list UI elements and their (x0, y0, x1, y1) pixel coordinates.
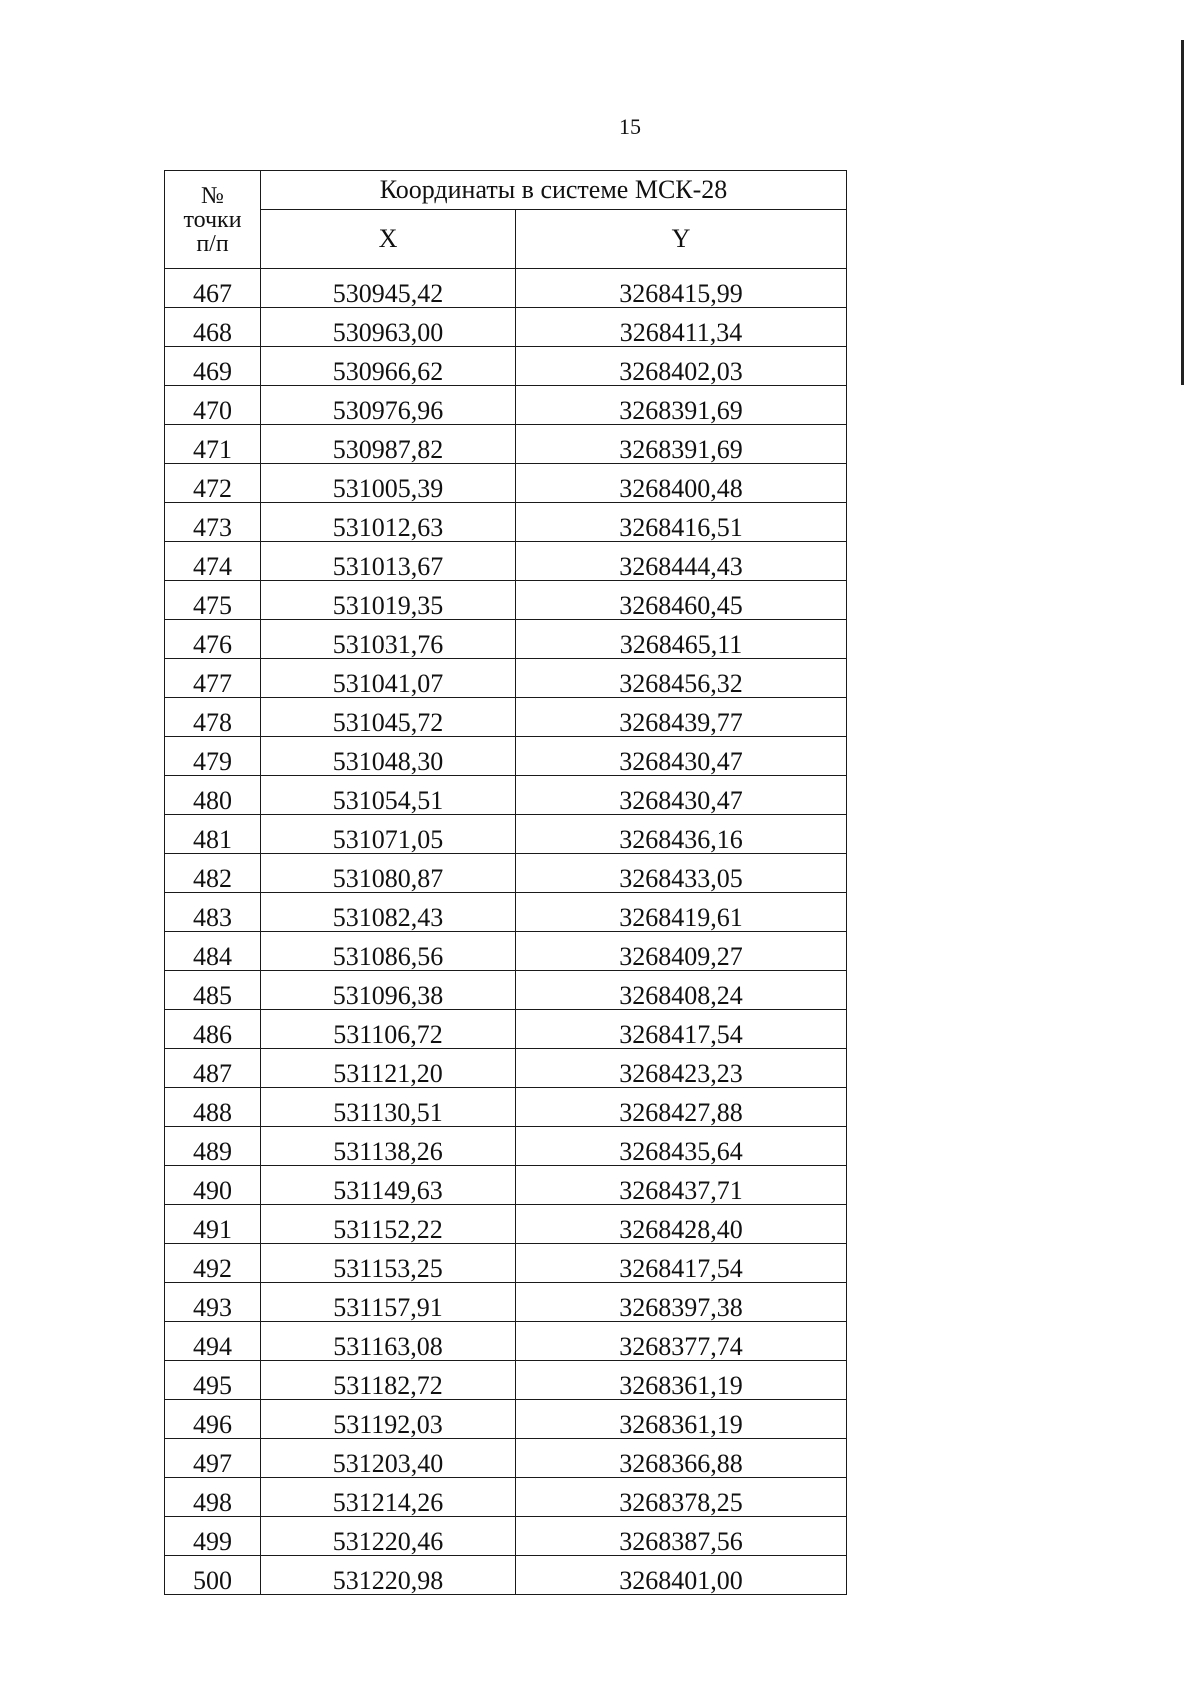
table-row (165, 1400, 847, 1439)
x-coordinate-cell: 531012,63 (261, 503, 516, 542)
x-coordinate-cell: 531152,22 (261, 1205, 516, 1244)
x-coordinate-cell: 531048,30 (261, 737, 516, 776)
y-coordinate-cell: 3268408,24 (516, 971, 847, 1010)
y-coordinate-cell: 3268401,00 (516, 1556, 847, 1595)
x-coordinate-cell: 531149,63 (261, 1166, 516, 1205)
y-coordinate-cell: 3268391,69 (516, 425, 847, 464)
table-row (165, 503, 847, 542)
point-number-header-line2: точки (183, 206, 242, 233)
x-coordinate-cell: 530966,62 (261, 347, 516, 386)
x-coordinate-cell: 531071,05 (261, 815, 516, 854)
table-row (165, 620, 847, 659)
point-number-cell: 488 (165, 1088, 261, 1127)
x-coordinate-cell: 531121,20 (261, 1049, 516, 1088)
x-coordinate-cell: 531082,43 (261, 893, 516, 932)
point-number-cell: 478 (165, 698, 261, 737)
y-coordinate-cell: 3268444,43 (516, 542, 847, 581)
y-coordinate-cell: 3268387,56 (516, 1517, 847, 1556)
x-coordinate-cell: 531203,40 (261, 1439, 516, 1478)
y-coordinate-cell: 3268377,74 (516, 1322, 847, 1361)
table-row (165, 542, 847, 581)
table-row (165, 659, 847, 698)
table-row (165, 776, 847, 815)
x-coordinate-cell: 531106,72 (261, 1010, 516, 1049)
point-number-cell: 473 (165, 503, 261, 542)
table-row (165, 1088, 847, 1127)
point-number-cell: 494 (165, 1322, 261, 1361)
table-row (165, 1049, 847, 1088)
table-row (165, 1010, 847, 1049)
point-number-cell: 479 (165, 737, 261, 776)
point-number-header-line3: п/п (196, 230, 229, 257)
point-number-cell: 493 (165, 1283, 261, 1322)
point-number-cell: 492 (165, 1244, 261, 1283)
y-coordinate-cell: 3268415,99 (516, 269, 847, 308)
table-row (165, 1439, 847, 1478)
point-number-cell: 481 (165, 815, 261, 854)
y-coordinate-cell: 3268460,45 (516, 581, 847, 620)
x-coordinate-cell: 530945,42 (261, 269, 516, 308)
y-coordinate-cell: 3268402,03 (516, 347, 847, 386)
x-coordinate-cell: 531153,25 (261, 1244, 516, 1283)
point-number-cell: 497 (165, 1439, 261, 1478)
y-coordinate-cell: 3268439,77 (516, 698, 847, 737)
point-number-cell: 499 (165, 1517, 261, 1556)
point-number-cell: 480 (165, 776, 261, 815)
table-body (165, 269, 847, 1595)
table-row (165, 1361, 847, 1400)
y-coordinate-cell: 3268391,69 (516, 386, 847, 425)
y-coordinate-cell: 3268417,54 (516, 1244, 847, 1283)
x-coordinate-cell: 530976,96 (261, 386, 516, 425)
y-coordinate-cell: 3268409,27 (516, 932, 847, 971)
table-row (165, 347, 847, 386)
x-coordinate-cell: 531041,07 (261, 659, 516, 698)
point-number-cell: 477 (165, 659, 261, 698)
table-row (165, 1517, 847, 1556)
x-coordinate-cell: 531192,03 (261, 1400, 516, 1439)
table-row (165, 386, 847, 425)
x-coordinate-cell: 531045,72 (261, 698, 516, 737)
point-number-cell: 470 (165, 386, 261, 425)
y-coordinate-cell: 3268423,23 (516, 1049, 847, 1088)
point-number-cell: 482 (165, 854, 261, 893)
table-row (165, 737, 847, 776)
y-coordinate-cell: 3268411,34 (516, 308, 847, 347)
point-number-cell: 496 (165, 1400, 261, 1439)
x-coordinate-cell: 531163,08 (261, 1322, 516, 1361)
point-number-cell: 498 (165, 1478, 261, 1517)
point-number-cell: 484 (165, 932, 261, 971)
y-coordinate-cell: 3268361,19 (516, 1400, 847, 1439)
x-coordinate-cell: 531130,51 (261, 1088, 516, 1127)
point-number-cell: 489 (165, 1127, 261, 1166)
coordinates-system-header: Координаты в системе МСК-28 (261, 171, 847, 210)
x-coordinate-cell: 531214,26 (261, 1478, 516, 1517)
table-row (165, 971, 847, 1010)
x-coordinate-cell: 531019,35 (261, 581, 516, 620)
y-coordinate-cell: 3268435,64 (516, 1127, 847, 1166)
x-coordinate-cell: 531182,72 (261, 1361, 516, 1400)
point-number-cell: 483 (165, 893, 261, 932)
y-coordinate-cell: 3268433,05 (516, 854, 847, 893)
point-number-cell: 485 (165, 971, 261, 1010)
y-coordinate-cell: 3268397,38 (516, 1283, 847, 1322)
table-row (165, 464, 847, 503)
point-number-cell: 487 (165, 1049, 261, 1088)
table-row (165, 308, 847, 347)
point-number-cell: 475 (165, 581, 261, 620)
x-column-header: X (261, 210, 516, 269)
point-number-header (165, 171, 261, 269)
coordinates-table (164, 170, 847, 1595)
table-header (165, 171, 847, 269)
y-coordinate-cell: 3268427,88 (516, 1088, 847, 1127)
x-coordinate-cell: 531080,87 (261, 854, 516, 893)
point-number-cell: 495 (165, 1361, 261, 1400)
point-number-cell: 474 (165, 542, 261, 581)
point-number-cell: 467 (165, 269, 261, 308)
table-row (165, 1205, 847, 1244)
table-row (165, 425, 847, 464)
scan-edge-line (1181, 40, 1184, 385)
x-coordinate-cell: 531054,51 (261, 776, 516, 815)
table-row (165, 1478, 847, 1517)
x-coordinate-cell: 531220,46 (261, 1517, 516, 1556)
y-coordinate-cell: 3268465,11 (516, 620, 847, 659)
y-coordinate-cell: 3268400,48 (516, 464, 847, 503)
point-number-cell: 490 (165, 1166, 261, 1205)
table-row (165, 1127, 847, 1166)
x-coordinate-cell: 531005,39 (261, 464, 516, 503)
y-coordinate-cell: 3268428,40 (516, 1205, 847, 1244)
x-coordinate-cell: 530963,00 (261, 308, 516, 347)
point-number-header-line1: № (201, 182, 224, 209)
table-row (165, 1166, 847, 1205)
y-coordinate-cell: 3268416,51 (516, 503, 847, 542)
table-row (165, 932, 847, 971)
y-coordinate-cell: 3268430,47 (516, 776, 847, 815)
table-row (165, 1322, 847, 1361)
table-row (165, 1556, 847, 1595)
y-coordinate-cell: 3268417,54 (516, 1010, 847, 1049)
point-number-cell: 472 (165, 464, 261, 503)
point-number-cell: 469 (165, 347, 261, 386)
x-coordinate-cell: 531157,91 (261, 1283, 516, 1322)
table-row (165, 581, 847, 620)
point-number-cell: 500 (165, 1556, 261, 1595)
y-coordinate-cell: 3268366,88 (516, 1439, 847, 1478)
point-number-cell: 486 (165, 1010, 261, 1049)
point-number-cell: 476 (165, 620, 261, 659)
table-row (165, 893, 847, 932)
y-coordinate-cell: 3268361,19 (516, 1361, 847, 1400)
x-coordinate-cell: 531086,56 (261, 932, 516, 971)
table-row (165, 269, 847, 308)
point-number-cell: 468 (165, 308, 261, 347)
y-column-header: Y (516, 210, 847, 269)
y-coordinate-cell: 3268419,61 (516, 893, 847, 932)
table-row (165, 1283, 847, 1322)
y-coordinate-cell: 3268456,32 (516, 659, 847, 698)
table-row (165, 854, 847, 893)
page-number: 15 (619, 114, 641, 139)
table-row (165, 815, 847, 854)
y-coordinate-cell: 3268378,25 (516, 1478, 847, 1517)
x-coordinate-cell: 531031,76 (261, 620, 516, 659)
point-number-cell: 471 (165, 425, 261, 464)
table-row (165, 1244, 847, 1283)
x-coordinate-cell: 531013,67 (261, 542, 516, 581)
x-coordinate-cell: 531138,26 (261, 1127, 516, 1166)
y-coordinate-cell: 3268437,71 (516, 1166, 847, 1205)
x-coordinate-cell: 530987,82 (261, 425, 516, 464)
x-coordinate-cell: 531096,38 (261, 971, 516, 1010)
point-number-cell: 491 (165, 1205, 261, 1244)
y-coordinate-cell: 3268436,16 (516, 815, 847, 854)
x-coordinate-cell: 531220,98 (261, 1556, 516, 1595)
y-coordinate-cell: 3268430,47 (516, 737, 847, 776)
table-row (165, 698, 847, 737)
